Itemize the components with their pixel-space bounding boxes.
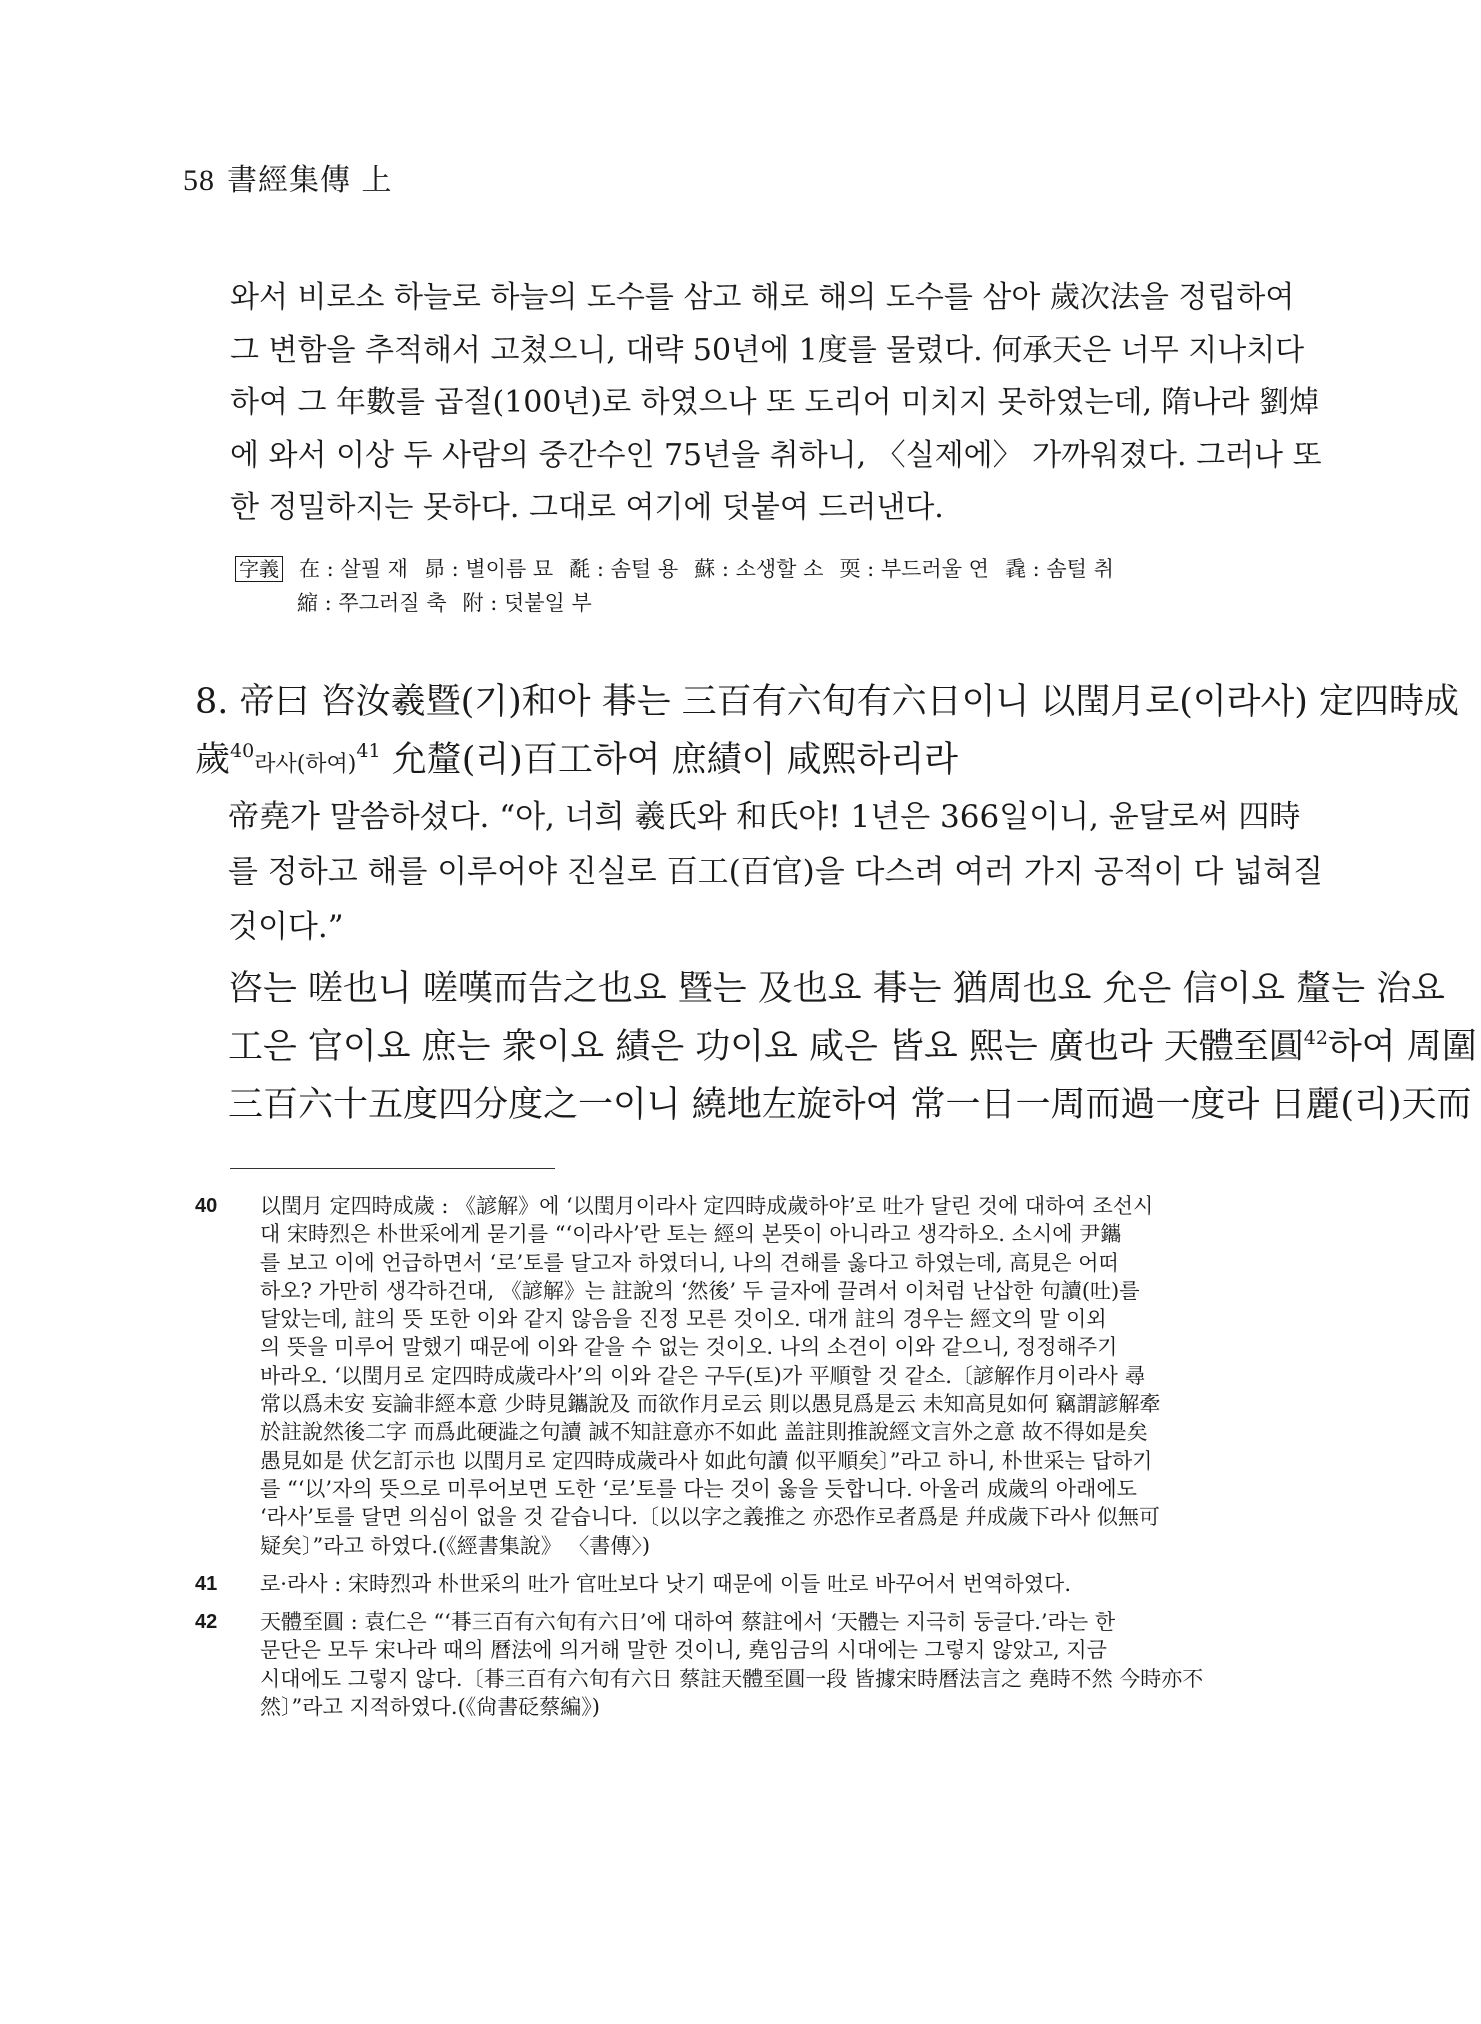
footnotes — [195, 1192, 1305, 1731]
commentary-text: 工은 官이요 庶는 衆이요 績은 功이요 咸은 皆요 熙는 廣也라 天體至圓 — [228, 1027, 1304, 1067]
footnote-line: 의 뜻을 미루어 말했기 때문에 이와 같을 수 없는 것이오. 나의 소견이 이와 같으니, 정정해주기 — [260, 1335, 1118, 1360]
page-number: 58 — [183, 164, 215, 197]
glossary-entry: 毳 : 솜털 취 — [1004, 557, 1114, 581]
footnote-line: 를 “‘以’자의 뜻으로 미루어보면 도한 ‘로’토를 다는 것이 옳을 듯합니다. 아울러 成歲의 아래에도 — [260, 1476, 1137, 1501]
glossary-row — [235, 552, 1315, 586]
glossary-entry: 在 : 살필 재 — [299, 557, 408, 581]
glossary-row — [235, 586, 1315, 620]
glossary-entry: 氄 : 솜털 용 — [569, 557, 679, 581]
text-line: 를 정하고 해를 이루어야 진실로 百工(百官)을 다스려 여러 가지 공적이 다 넓혀질 — [228, 854, 1324, 890]
glossary-tag: 字義 — [235, 556, 283, 582]
commentary-line: 三百六十五度四分度之一이니 繞地左旋하여 常一日一周而過一度라 日麗(리)天而 — [228, 1085, 1472, 1125]
footnote-line: 문단은 모두 宋나라 때의 曆法에 의거해 말한 것이니, 堯임금의 시대에는 그렇지 않았고, 지금 — [260, 1638, 1107, 1663]
book-title: 書經集傳 上 — [227, 163, 393, 198]
translation-paragraph — [230, 272, 1322, 535]
footnote-line: 於註說然後二字 而爲此硬澁之句讀 誠不知註意亦不如此 盖註則推說經文言外之意 故不得如是矣 — [260, 1420, 1148, 1445]
footnote-line: 바라오. ‘以閏月로 定四時成歲라사’의 이와 같은 구두(토)가 平順할 것 같소.〔諺解作月이라사 尋 — [260, 1363, 1146, 1388]
commentary-line — [228, 1018, 1477, 1076]
footnote-line: 하오? 가만히 생각하건대, 《諺解》는 註說의 ‘然後’ 두 글자에 끌려서 이처럼 난삽한 句讀(吐)를 — [260, 1278, 1140, 1303]
verse-line: 8. 帝曰 咨汝羲暨(기)和아 朞는 三百有六旬有六日이니 以閏月로(이라사) 定四時成 — [195, 682, 1460, 722]
footnote-line: 常以爲未安 妄論非經本意 少時見鑴說及 而欲作月로云 則以愚見爲是云 未知高見如何 竊謂諺解牽 — [260, 1392, 1161, 1417]
text-line: 와서 비로소 하늘로 하늘의 도수를 삼고 해로 해의 도수를 삼아 歲次法을 정립하여 — [230, 280, 1295, 315]
text-line: 에 와서 이상 두 사람의 중간수인 75년을 취하니, 〈실제에〉 가까워졌다. 그러나 또 — [230, 437, 1322, 473]
glossary-entry: 蘇 : 소생할 소 — [694, 557, 824, 581]
verse-translation — [228, 790, 1324, 955]
glossary-entry: 昴 : 별이름 묘 — [423, 557, 554, 581]
footnote-divider — [230, 1168, 555, 1169]
text-line: 그 변함을 추적해서 고쳤으니, 대략 50년에 1度를 물렸다. 何承天은 너무 지나치다 — [230, 332, 1305, 368]
commentary-line: 咨는 嗟也니 嗟嘆而告之也요 暨는 及也요 朞는 猶周也요 允은 信이요 釐는 治요 — [228, 969, 1445, 1009]
footnote-line: 然〕”라고 지적하였다.(《尙書砭蔡編》) — [260, 1695, 600, 1720]
footnote-ref-42[interactable]: 42 — [1303, 1027, 1328, 1049]
footnote-41 — [195, 1570, 1305, 1598]
footnote-line: 를 보고 이에 언급하면서 ‘로’토를 달고자 하였더니, 나의 견해를 옳다고 하였는데, 高見은 어떠 — [260, 1250, 1119, 1275]
footnote-line: 疑矣〕”라고 하였다.(《經書集說》 〈書傳〉) — [260, 1533, 651, 1558]
footnote-line: 以閏月 定四時成歲 : 《諺解》에 ‘以閏月이라사 定四時成歲하야’로 吐가 달린 것에 대하여 조선시 — [260, 1194, 1154, 1218]
footnote-number: 41 — [195, 1572, 218, 1595]
footnote-line: 달았는데, 註의 뜻 또한 이와 같지 않음을 진정 모른 것이오. 대개 註의 경우는 經文의 말 이외 — [260, 1307, 1107, 1332]
commentary-text: 하여 周圍 — [1327, 1027, 1477, 1067]
commentary — [228, 960, 1477, 1134]
footnote-line: 시대에도 그렇지 않다.〔朞三百有六旬有六日 蔡註天體至圓一段 皆據宋時曆法言之 堯時不然 今時亦不 — [260, 1666, 1204, 1691]
verse-text: 允釐(리)百工하여 庶績이 咸熙하리라 — [380, 740, 958, 780]
verse-line — [195, 731, 1305, 794]
footnote-line: ‘라사’토를 달면 의심이 없을 것 같습니다.〔以以字之義推之 亦恐作로者爲是 幷成歲下라사 似無可 — [260, 1505, 1160, 1530]
verse-text: 라사(하여) — [254, 752, 357, 777]
footnote-line: 로·라사 : 宋時烈과 朴世采의 吐가 官吐보다 낫기 때문에 이들 吐로 바꾸어서 번역하였다. — [260, 1571, 1072, 1596]
glossary-entry: 耎 : 부드러울 연 — [839, 557, 989, 581]
verse-text: 歲 — [195, 740, 231, 780]
footnote-number: 42 — [195, 1611, 218, 1634]
footnote-ref-41[interactable]: 41 — [356, 740, 381, 762]
classic-verse — [195, 673, 1460, 794]
glossary-entry: 附 : 덧붙일 부 — [462, 591, 592, 615]
glossary-entry: 縮 : 쭈그러질 축 — [297, 591, 447, 615]
footnote-42 — [195, 1608, 1305, 1721]
running-header — [183, 155, 393, 199]
footnote-line: 愚見如是 伏乞訂示也 以閏月로 定四時成歲라사 如此句讀 似平順矣〕”라고 하니, 朴世采는 답하기 — [260, 1448, 1153, 1473]
text-line: 帝堯가 말씀하셨다. “아, 너희 羲氏와 和氏야! 1년은 366일이니, 윤달로써 四時 — [228, 799, 1301, 835]
footnote-line: 대 宋時烈은 朴世采에게 묻기를 “‘이라사’란 토는 經의 본뜻이 아니라고 생각하오. 소시에 尹鑴 — [260, 1222, 1122, 1247]
text-line: 하여 그 年數를 곱절(100년)로 하였으나 또 도리어 미치지 못하였는데, 隋나라 劉焯 — [230, 385, 1320, 420]
footnote-number: 40 — [195, 1195, 218, 1217]
glossary — [235, 552, 1315, 620]
text-line: 것이다.” — [228, 909, 344, 945]
footnote-line: 天體至圓 : 袁仁은 “‘朞三百有六旬有六日’에 대하여 蔡註에서 ‘天體는 지극히 둥글다.’라는 한 — [260, 1610, 1116, 1635]
footnote-ref-40[interactable]: 40 — [230, 740, 255, 762]
text-line: 한 정밀하지는 못하다. 그대로 여기에 덧붙여 드러낸다. — [230, 490, 944, 525]
footnote-40 — [195, 1192, 1305, 1560]
